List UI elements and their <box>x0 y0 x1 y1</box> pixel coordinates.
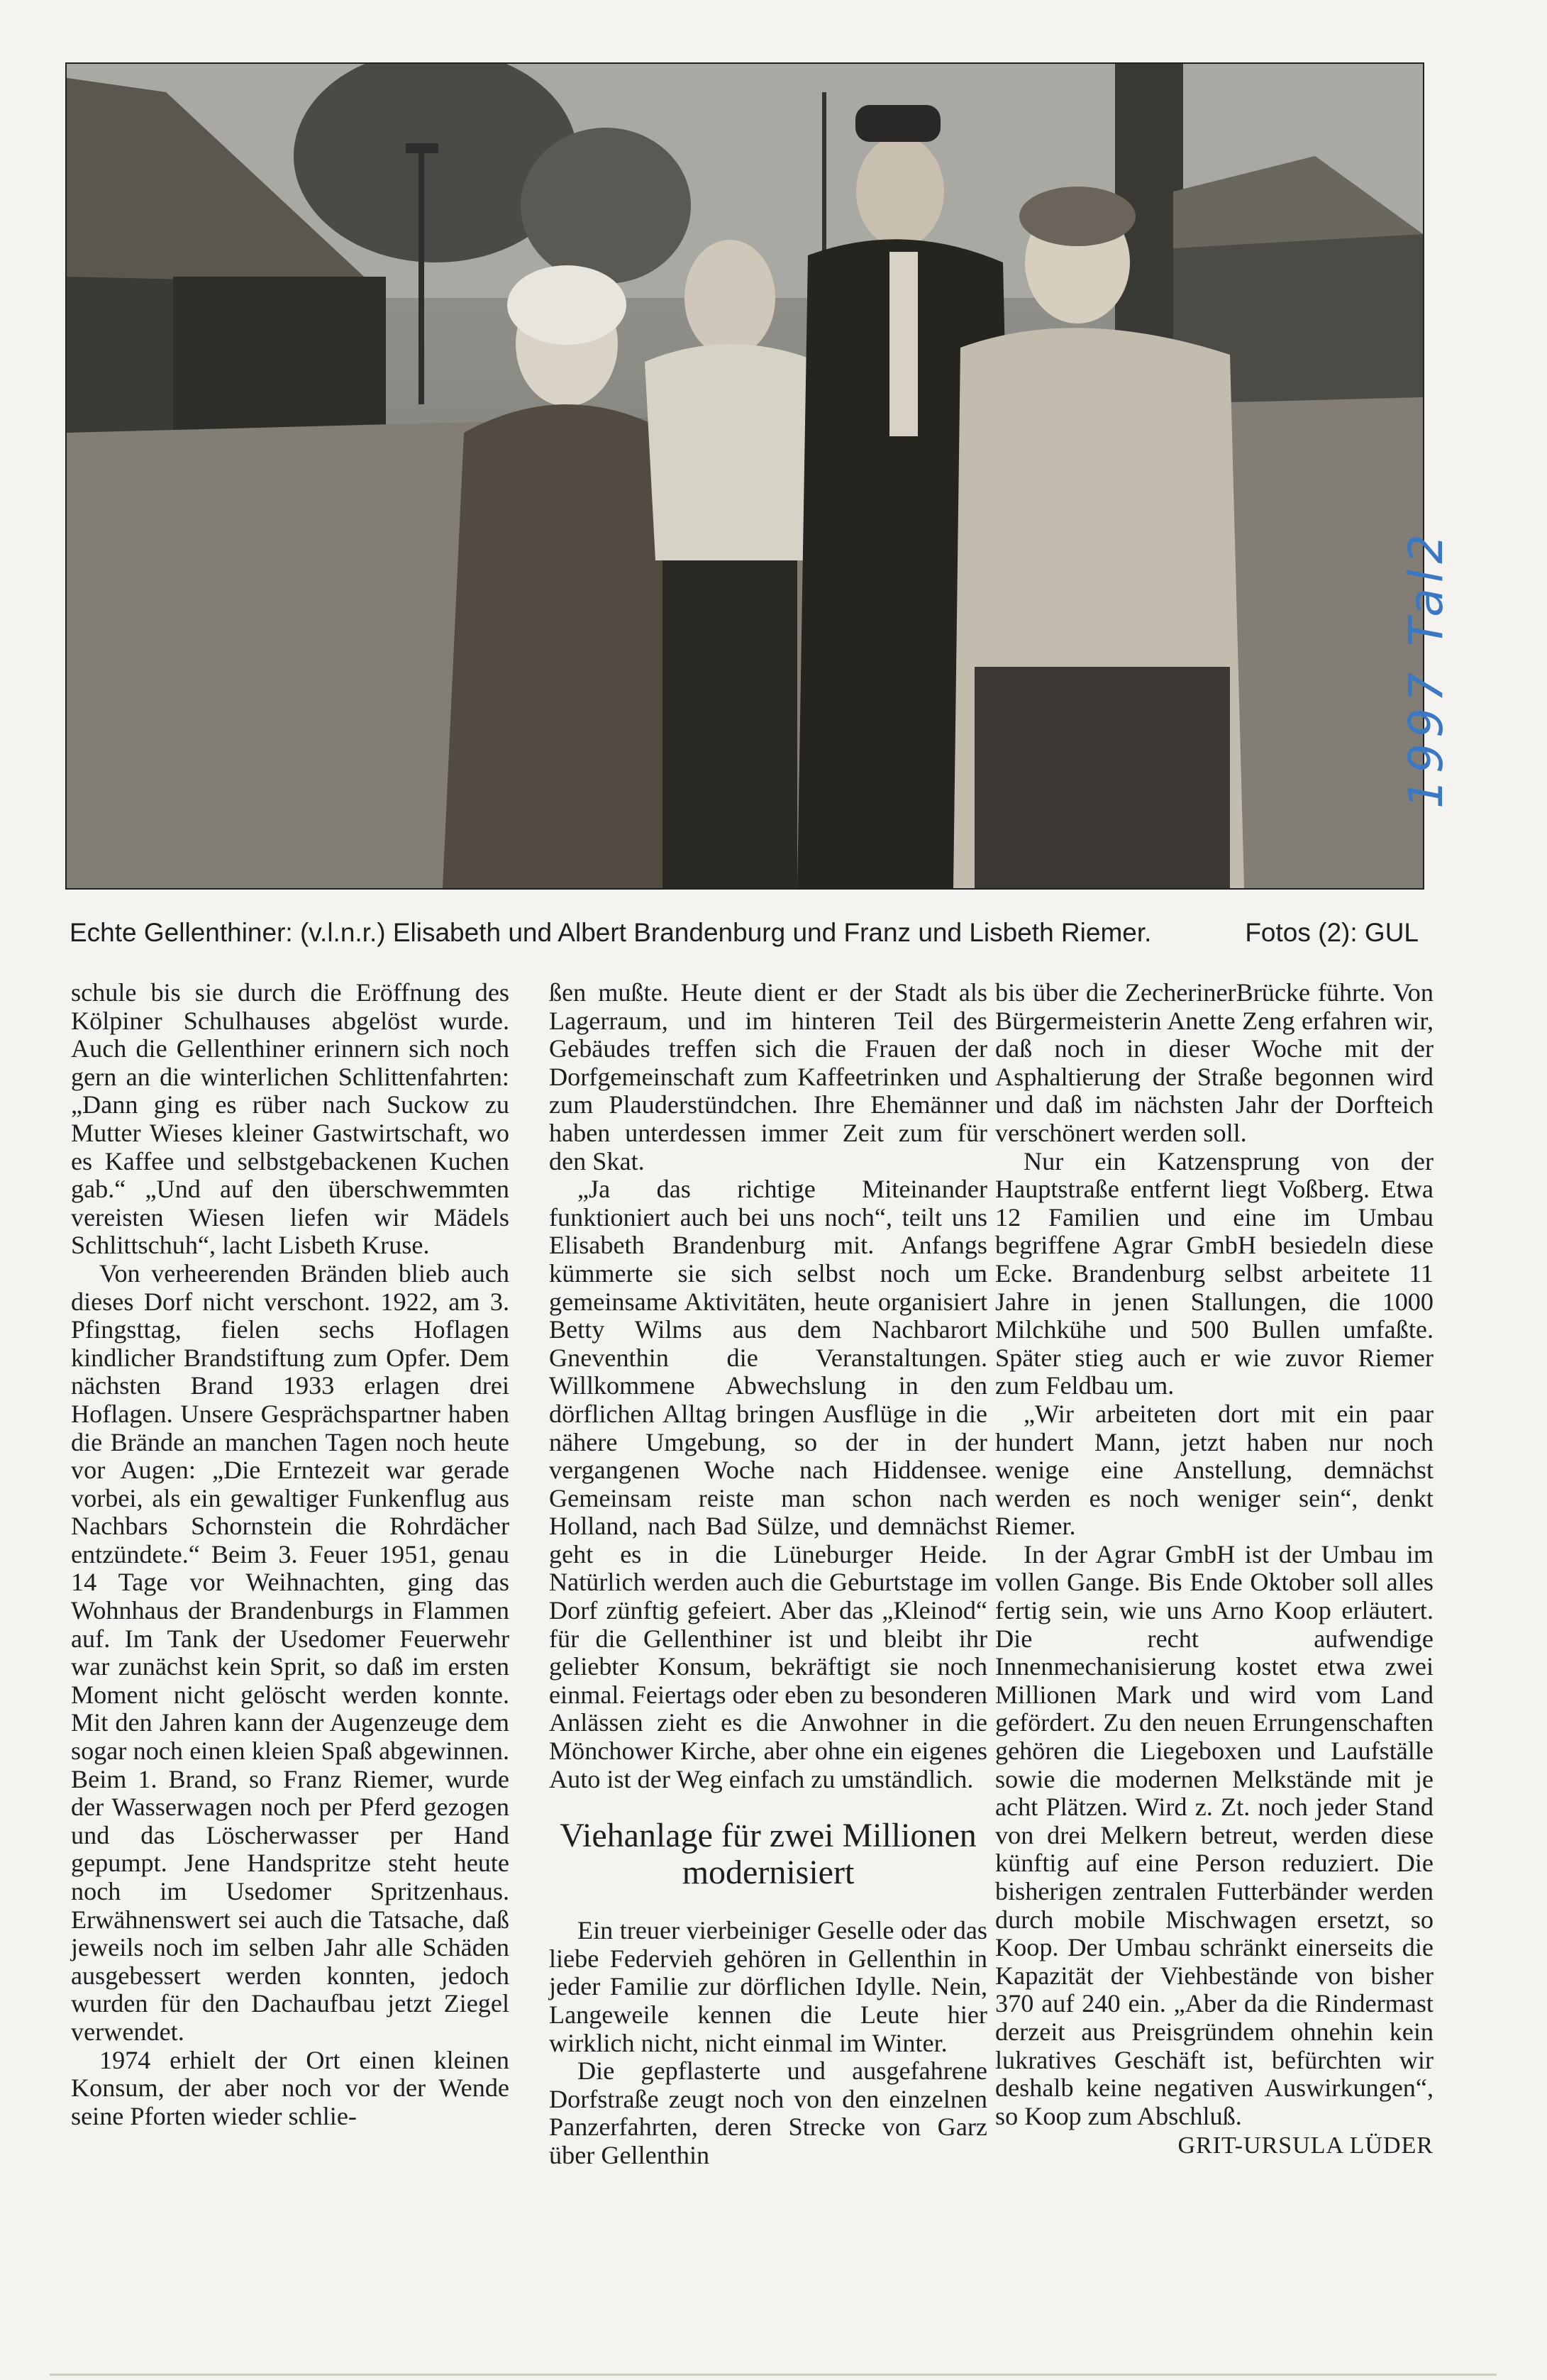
article-column-2 <box>549 979 987 2170</box>
paragraph: In der Agrar GmbH ist der Umbau im vollen Gange. Bis Ende Oktober soll alles fertig sein, wie uns Arno Koop erläutert. Die recht aufwendige Innenmechanisierung kostet etwa zwei Millionen Mark und wird vom Land gefördert. Zu den neuen Errungenschaften gehören die Liegeboxen und Laufställe sowie die modernen Melkstände mit je acht Plätzen. Wird z. Zt. noch jeder Stand von drei Melkern betreut, werden diese künftig auf eine Person reduziert. Die bisherigen zentralen Futterbänder werden durch mobile Mischwagen ersetzt, so Koop. Der Umbau schränkt einerseits die Kapazität der Viehbestände von bisher 370 auf 240 ein. „Aber da die Rindermast derzeit aus Preisgründem ohnehin kein lukratives Geschäft ist, befürchten wir deshalb keine negativen Auswirkungen“, so Koop zum Abschluß. <box>995 1539 1434 2130</box>
paragraph: Nur ein Katzensprung von der Hauptstraße entfernt liegt Voßberg. Etwa 12 Familien und eine im Umbau begriffene Agrar GmbH besiedeln diese Ecke. Brandenburg selbst arbeitete 11 Jahre in jenen Stallungen, die 1000 Milchkühe und 500 Bullen umfaßte. Später stieg auch er wie zuvor Riemer zum Feldbau um. <box>995 1146 1434 1400</box>
paragraph: Die gepflasterte und ausgefahrene Dorfstraße zeugt noch von den einzelnen Panzerfahrten, deren Strecke von Garz über Gellenthin <box>549 2057 987 2169</box>
caption-text: Echte Gellenthiner: (v.l.n.r.) Elisabeth und Albert Brandenburg und Franz und Lisbeth Riemer. <box>70 918 1152 947</box>
photo-illustration <box>67 64 1423 888</box>
article-column-3 <box>995 979 1434 2160</box>
photo-caption <box>65 915 1421 955</box>
paragraph: bis über die ZecherinerBrücke führte. Von Bürgermeisterin Anette Zeng erfahren wir, daß noch in dieser Woche mit der Asphaltierung der Straße begonnen wird und daß im nächsten Jahr der Dorfteich verschönert werden soll. <box>995 978 1434 1147</box>
photo-credit: Fotos (2): GUL <box>1245 918 1419 947</box>
paragraph: schule bis sie durch die Eröffnung des Kölpiner Schulhauses abgelöst wurde. Auch die Gellenthiner erinnern sich noch gern an die winterlichen Schlittenfahrten: „Dann ging es rüber nach Suckow zu Mutter Wieses kleiner Gastwirtschaft, wo es Kaffee und selbstgebackenen Kuchen gab.“ „Und auf den überschwemmten vereisten Wiesen liefen wir Mädels Schlittschuh“, lacht Lisbeth Kruse. <box>71 978 509 1260</box>
paragraph: Von verheerenden Bränden blieb auch dieses Dorf nicht verschont. 1922, am 3. Pfingsttag, fielen sechs Hoflagen kindlicher Brandstiftung zum Opfer. Dem nächsten Brand 1933 erlagen drei Hoflagen. Unsere Gesprächspartner haben die Brände an manchen Tagen noch heute vor Augen: „Die Erntezeit war gerade vorbei, als ein gewaltiger Funkenflug aus Nachbars Schornstein die Rohrdächer entzündete.“ Beim 3. Feuer 1951, genau 14 Tage vor Weihnachten, ging das Wohnhaus der Brandenburgs in Flammen auf. Im Tank der Usedomer Feuerwehr war zunächst kein Sprit, so daß im ersten Moment nicht gelöscht werden konnte. Mit den Jahren kann der Augenzeuge dem sogar noch einen kleien Spaß abgewinnen. Beim 1. Brand, so Franz Riemer, wurde der Wasserwagen noch per Pferd gezogen und das Löscherwasser per Hand gepumpt. Jene Handspritze steht heute noch im Usedomer Spritzenhaus. Erwähnenswert sei auch die Tatsache, daß jeweils noch im selben Jahr alle Schäden ausgebessert werden konnten, jedoch wurden für den Dachaufbau jetzt Ziegel verwendet. <box>71 1258 509 2046</box>
scan-edge <box>50 2374 1497 2376</box>
author-byline: GRIT-URSULA LÜDER <box>1177 2132 1434 2159</box>
article-column-1 <box>71 979 509 2130</box>
paragraph: „Wir arbeiteten dort mit ein paar hundert Mann, jetzt haben nur noch wenige eine Anstellung, demnächst werden es noch weniger sein“, denkt Riemer. <box>995 1399 1434 1541</box>
paragraph: 1974 erhielt der Ort einen kleinen Konsum, der aber noch vor der Wende seine Pforten wieder schlie- <box>71 2045 509 2130</box>
paragraph: ßen mußte. Heute dient er der Stadt als Lagerraum, und im hinteren Teil des Gebäudes treffen sich die Frauen der Dorfgemeinschaft zum Kaffeetrinken und zum Plauderstündchen. Ihre Ehemänner haben unterdessen immer Zeit zum für den Skat. <box>549 978 987 1175</box>
article-photo <box>65 62 1424 890</box>
subheadline: Viehanlage für zwei Millionen modernisiert <box>560 1817 977 1892</box>
paragraph: „Ja das richtige Miteinander funktioniert auch bei uns noch“, teilt uns Elisabeth Brandenburg mit. Anfangs kümmerte sie sich selbst noch um gemeinsame Aktivitäten, heute organisiert Betty Wilms aus dem Nachbarort Gneventhin die Veranstaltungen. Willkommene Abwechslung in den dörflichen Alltag bringen Ausflüge in die nähere Umgebung, so der in der vergangenen Woche nach Hiddensee. Gemeinsam reiste man schon nach Holland, nach Bad Sülze, und demnächst geht es in die Lüneburger Heide. Natürlich werden auch die Geburtstage im Dorf zünftig gefeiert. Aber das „Kleinod“ für die Gellenthiner ist und bleibt ihr geliebter Konsum, bekräftigt sie noch einmal. Feiertags oder eben zu besonderen Anlässen zieht es die Anwohner in die Mönchower Kirche, aber ohne ein eigenes Auto ist der Weg einfach zu umständlich. <box>549 1175 987 1793</box>
paragraph: Ein treuer vierbeiniger Geselle oder das liebe Federvieh gehören in Gellenthin in jeder Familie zur dörflichen Idylle. Nein, Langeweile kennen die Leute hier wirklich nicht, nicht einmal im Winter. <box>549 1916 987 2057</box>
handwritten-note: 1997 Tal2 <box>1399 528 1453 809</box>
